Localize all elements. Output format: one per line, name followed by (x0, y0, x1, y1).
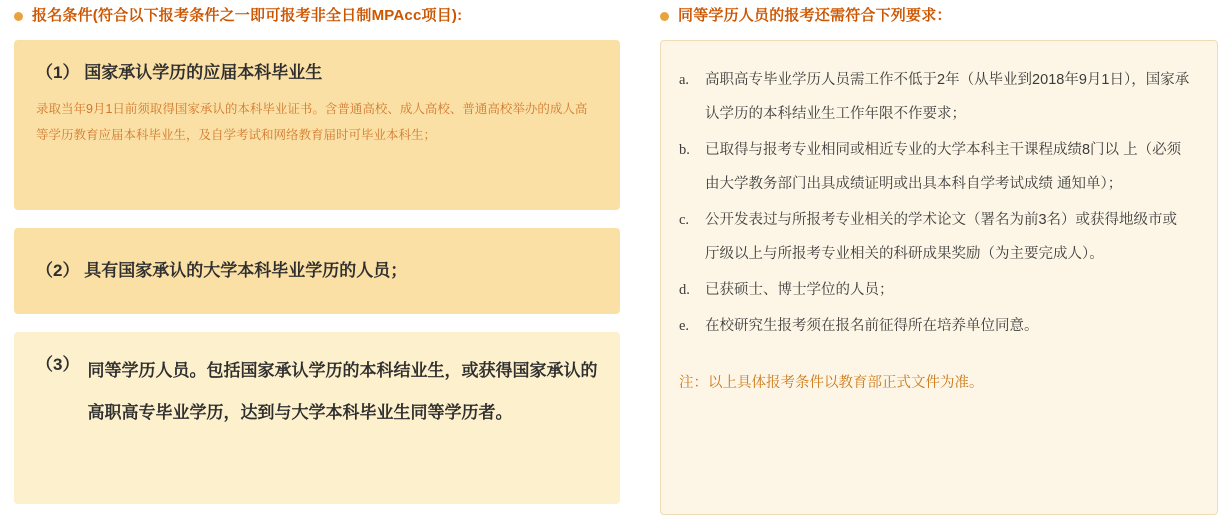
footnote: 注：以上具体报考条件以教育部正式文件为准。 (679, 375, 984, 391)
list-item-text: 高职高专毕业学历人员需工作不低于2年（从毕业到2018年9月1日），国家承认学历的本科结业生工作年限不作要求； (705, 72, 1190, 122)
list-item-marker: a. (679, 72, 690, 88)
bullet-icon (660, 12, 669, 21)
condition-1-number: （1） (36, 63, 80, 82)
right-column (620, 0, 1229, 529)
list-item-marker: b. (679, 142, 690, 158)
list-item-marker: c. (679, 212, 690, 228)
requirements-panel (660, 40, 1218, 515)
condition-3-title (36, 350, 598, 434)
list-item (679, 203, 1191, 271)
requirements-list (679, 63, 1191, 343)
right-heading-text: 同等学历人员的报考还需符合下列要求： (678, 7, 952, 24)
condition-1-title (36, 58, 598, 88)
list-item (679, 133, 1191, 201)
condition-1-note: 录取当年9月1日前须取得国家承认的本科毕业证书。含普通高校、成人高校、普通高校举办的成人高等学历教育应届本科毕业生，及自学考试和网络教育届时可毕业本科生； (36, 102, 588, 142)
list-item-text: 已取得与报考专业相同或相近专业的大学本科主干课程成绩8门以 上（必须由大学教务部门出具成绩证明或出具本科自学考试成绩 通知单）； (705, 142, 1182, 192)
left-heading-text: 报名条件(符合以下报考条件之一即可报考非全日制MPAcc项目): (32, 7, 463, 24)
condition-card-3 (14, 332, 620, 504)
left-heading (14, 6, 620, 26)
condition-3-text: 同等学历人员。包括国家承认学历的本科结业生，或获得国家承认的高职高专毕业学历，达到与大学本科毕业生同等学历者。 (87, 361, 598, 422)
condition-3-number: （3） (36, 355, 80, 374)
condition-card-1 (14, 40, 620, 210)
condition-2-text: 具有国家承认的大学本科毕业学历的人员； (84, 261, 408, 280)
list-item (679, 309, 1191, 343)
list-item-text: 公开发表过与所报考专业相关的学术论文（署名为前3名）或获得地级市或厅级以上与所报考专业相关的科研成果奖励（为主要完成人）。 (705, 212, 1178, 262)
list-item-text: 已获硕士、博士学位的人员； (705, 282, 894, 298)
condition-1-text: 国家承认学历的应届本科毕业生 (84, 63, 323, 82)
list-item (679, 273, 1191, 307)
right-heading (660, 6, 1229, 26)
list-item (679, 63, 1191, 131)
list-item-marker: e. (679, 318, 690, 334)
condition-2-title (36, 256, 407, 286)
condition-2-number: （2） (36, 261, 80, 280)
bullet-icon (14, 12, 23, 21)
list-item-marker: d. (679, 282, 690, 298)
list-item-text: 在校研究生报考须在报名前征得所在培养单位同意。 (705, 318, 1039, 334)
condition-card-2 (14, 228, 620, 314)
